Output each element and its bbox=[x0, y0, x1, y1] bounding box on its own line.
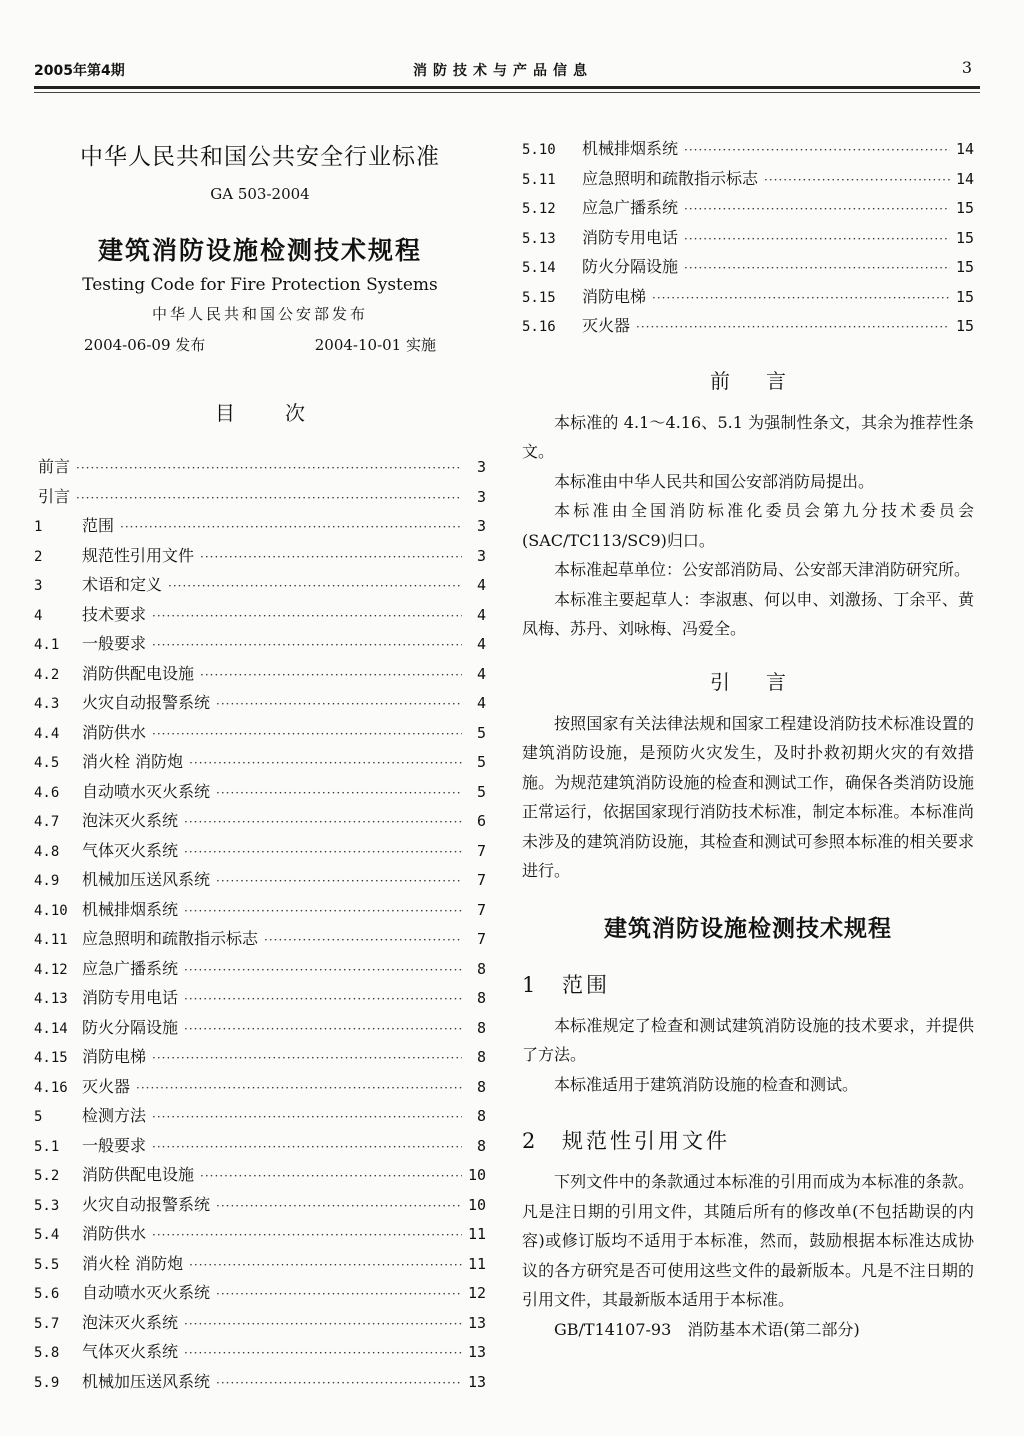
toc-item-page: 5 bbox=[476, 723, 486, 742]
toc-item-label: 应急照明和疏散指示标志 bbox=[82, 929, 259, 948]
section-2-title: 规范性引用文件 bbox=[562, 1129, 730, 1153]
toc-item-number: 5.14 bbox=[522, 260, 556, 276]
toc-leader-dots bbox=[184, 963, 462, 977]
toc-item-number: 4.12 bbox=[34, 961, 68, 978]
toc-item-label: 机械加压送风系统 bbox=[82, 870, 211, 889]
toc-leader-dots bbox=[152, 609, 462, 623]
toc-item-label: 火灾自动报警系统 bbox=[82, 693, 211, 712]
preface-paragraph: 本标准起草单位：公安部消防局、公安部天津消防研究所。 bbox=[554, 560, 971, 579]
toc-item-label: 机械排烟系统 bbox=[82, 899, 179, 919]
toc-item-page: 10 bbox=[468, 1166, 487, 1184]
toc-item-label: 规范性引用文件 bbox=[82, 545, 195, 565]
toc-leader-dots bbox=[152, 1140, 462, 1154]
toc-item bbox=[34, 779, 486, 809]
toc-item-label: 消防供水 bbox=[82, 722, 147, 742]
toc-item-number: 5.6 bbox=[34, 1286, 60, 1302]
header-rule-thick bbox=[34, 86, 980, 89]
toc-item-number: 5.4 bbox=[34, 1227, 60, 1243]
toc-item-label: 消火栓 消防炮 bbox=[82, 752, 184, 771]
toc-item bbox=[34, 543, 486, 573]
toc-item-page: 13 bbox=[468, 1313, 487, 1332]
toc-leader-dots bbox=[764, 173, 950, 187]
toc-item-number: 5.2 bbox=[34, 1168, 60, 1184]
toc-item-label: 消防供水 bbox=[82, 1224, 147, 1243]
toc-item bbox=[34, 1369, 486, 1399]
toc-item-label: 泡沫灭火系统 bbox=[82, 1312, 179, 1332]
toc-item-number: 5.5 bbox=[34, 1256, 60, 1273]
toc-item bbox=[34, 867, 486, 897]
toc-leader-dots bbox=[636, 320, 950, 334]
toc-item-label: 火灾自动报警系统 bbox=[82, 1194, 211, 1214]
toc-item-label: 消火栓 消防炮 bbox=[82, 1253, 184, 1273]
section-1-number: 1 bbox=[522, 972, 539, 997]
publisher: 中华人民共和国公安部发布 bbox=[151, 305, 368, 323]
toc-item-page: 3 bbox=[476, 458, 486, 476]
toc-item-page: 10 bbox=[468, 1195, 487, 1214]
toc-item-page: 4 bbox=[476, 576, 486, 594]
toc-item-number: 4.6 bbox=[34, 784, 60, 801]
toc-leader-dots bbox=[152, 1110, 462, 1124]
toc-item-page: 7 bbox=[476, 930, 486, 948]
toc-leader-dots bbox=[184, 1317, 462, 1331]
toc-item bbox=[34, 661, 486, 691]
toc-leader-dots bbox=[189, 756, 462, 770]
toc-item bbox=[34, 1015, 486, 1045]
page-number: 3 bbox=[961, 58, 972, 77]
toc-item-label: 消防电梯 bbox=[582, 286, 647, 306]
toc-item bbox=[34, 897, 486, 927]
preface-paragraph: 本标准由中华人民共和国公安部消防局提出。 bbox=[554, 471, 875, 491]
toc-leader-dots bbox=[120, 520, 462, 534]
toc-item-number: 5.15 bbox=[522, 289, 556, 306]
reference-entry: GB/T14107-93 消防基本术语(第二部分) bbox=[554, 1319, 860, 1339]
toc-item bbox=[34, 690, 486, 720]
section-1-title: 范围 bbox=[562, 972, 610, 997]
toc-item-page: 15 bbox=[956, 317, 975, 335]
toc-leader-dots bbox=[216, 1199, 462, 1213]
toc-leader-dots bbox=[216, 786, 462, 800]
toc-leader-dots bbox=[216, 874, 462, 888]
toc-item bbox=[522, 166, 974, 196]
toc-leader-dots bbox=[152, 727, 462, 741]
toc-item bbox=[34, 1044, 486, 1074]
toc-item-label: 消防专用电话 bbox=[82, 988, 179, 1007]
toc-item-number: 5.11 bbox=[522, 171, 556, 188]
toc-item-page: 11 bbox=[468, 1225, 487, 1243]
toc-item bbox=[522, 254, 974, 284]
toc-item-number: 5 bbox=[34, 1109, 43, 1125]
toc-leader-dots bbox=[184, 1022, 462, 1036]
toc-item-label: 应急照明和疏散指示标志 bbox=[582, 168, 759, 188]
toc-leader-dots bbox=[652, 291, 950, 305]
right-column bbox=[522, 130, 974, 1344]
standard-title: 中华人民共和国公共安全行业标准 bbox=[80, 144, 440, 170]
issue-label: 2005年第4期 bbox=[34, 63, 125, 79]
toc-item-label: 自动喷水灭火系统 bbox=[82, 781, 211, 801]
toc-leader-dots bbox=[216, 697, 462, 711]
toc-leader-dots bbox=[216, 1287, 462, 1301]
toc-item-page: 7 bbox=[476, 841, 486, 860]
toc-leader-dots bbox=[184, 845, 462, 859]
toc-item-page: 4 bbox=[476, 694, 486, 712]
section-2-body bbox=[522, 1167, 974, 1315]
toc-item-number: 4.3 bbox=[34, 696, 60, 712]
toc-item-number: 4.9 bbox=[34, 873, 60, 889]
toc-item bbox=[34, 602, 486, 632]
toc-leader-dots bbox=[264, 933, 462, 947]
toc-leader-dots bbox=[184, 1346, 462, 1360]
toc-item-page: 15 bbox=[956, 228, 975, 247]
publish-date: 2004-06-09 发布 bbox=[84, 336, 206, 354]
journal-title: 消防技术与产品信息 bbox=[413, 63, 593, 79]
toc-item-number: 4.4 bbox=[34, 725, 60, 742]
toc-item-page: 13 bbox=[468, 1343, 487, 1361]
dates-row bbox=[34, 334, 486, 355]
section-1-body bbox=[522, 1011, 974, 1100]
introduction-body bbox=[522, 709, 974, 886]
section-2-number: 2 bbox=[522, 1129, 539, 1153]
toc-leader-dots bbox=[152, 1228, 462, 1242]
toc-item-page: 15 bbox=[956, 199, 975, 217]
toc-item-label: 一般要求 bbox=[82, 634, 147, 653]
toc-leader-dots bbox=[136, 1081, 462, 1095]
toc-item-page: 8 bbox=[476, 989, 486, 1007]
toc-item-number: 4.5 bbox=[34, 755, 60, 771]
section-1-paragraph: 本标准规定了检查和测试建筑消防设施的技术要求，并提供了方法。 bbox=[522, 1015, 974, 1064]
toc-item-label: 消防电梯 bbox=[82, 1047, 147, 1066]
toc-item-label: 应急广播系统 bbox=[82, 958, 179, 978]
toc-item-page: 5 bbox=[476, 753, 486, 771]
toc-item-page: 3 bbox=[476, 487, 486, 506]
toc-item-page: 7 bbox=[476, 871, 486, 889]
toc-item bbox=[34, 1162, 486, 1192]
toc-item-number: 5.10 bbox=[522, 142, 556, 158]
toc-item-label: 机械加压送风系统 bbox=[82, 1371, 211, 1391]
toc-item bbox=[34, 1251, 486, 1281]
toc-item-page: 12 bbox=[468, 1284, 487, 1302]
toc-item-page: 8 bbox=[476, 1107, 486, 1125]
toc-item bbox=[34, 720, 486, 750]
toc-item bbox=[34, 926, 486, 956]
toc-item bbox=[34, 1221, 486, 1251]
toc-item-number: 5.12 bbox=[522, 201, 556, 217]
toc-item-number: 4.11 bbox=[34, 932, 68, 948]
toc-leader-dots bbox=[200, 668, 462, 682]
preface-paragraph: 本标准由全国消防标准化委员会第九分技术委员会(SAC/TC113/SC9)归口。 bbox=[522, 501, 974, 550]
toc-item-label: 应急广播系统 bbox=[582, 198, 679, 217]
toc-leader-dots bbox=[184, 992, 462, 1006]
toc-item-number: 2 bbox=[34, 548, 43, 565]
toc-item-page: 8 bbox=[476, 1048, 486, 1066]
toc-item-label: 一般要求 bbox=[82, 1135, 147, 1155]
toc-item-page: 14 bbox=[956, 169, 975, 188]
body-title: 建筑消防设施检测技术规程 bbox=[604, 915, 892, 942]
toc-item-number: 5.3 bbox=[34, 1197, 60, 1214]
toc-item-number: 3 bbox=[34, 578, 43, 594]
toc-leader-dots bbox=[152, 1051, 462, 1065]
toc-item-number: 4.15 bbox=[34, 1050, 68, 1066]
toc-item-number: 4.7 bbox=[34, 814, 60, 830]
toc-item bbox=[522, 313, 974, 343]
toc-item-page: 4 bbox=[476, 664, 486, 683]
toc-item-label: 技术要求 bbox=[82, 604, 147, 624]
toc-item bbox=[34, 1074, 486, 1104]
toc-list-left bbox=[34, 454, 486, 1398]
toc-item-label: 泡沫灭火系统 bbox=[82, 811, 179, 830]
toc-item-label: 术语和定义 bbox=[82, 575, 163, 594]
toc-item-label: 消防供配电设施 bbox=[82, 1165, 195, 1184]
toc-item-number: 1 bbox=[34, 519, 43, 535]
introduction-title: 引言 bbox=[710, 669, 822, 694]
toc-item-page: 13 bbox=[468, 1372, 487, 1391]
toc-item bbox=[522, 225, 974, 255]
toc-item-number: 4.13 bbox=[34, 991, 68, 1007]
toc-item bbox=[34, 808, 486, 838]
toc-item-number: 5.1 bbox=[34, 1138, 60, 1155]
toc-item-label: 自动喷水灭火系统 bbox=[82, 1283, 211, 1302]
preface-title: 前言 bbox=[710, 368, 822, 393]
header-rule-thin bbox=[34, 92, 980, 93]
toc-item bbox=[34, 484, 486, 514]
toc-leader-dots bbox=[184, 815, 462, 829]
toc-item-number: 4.8 bbox=[34, 843, 60, 860]
toc-item-page: 4 bbox=[476, 635, 486, 653]
toc-title: 目次 bbox=[215, 401, 355, 425]
toc-list-right bbox=[522, 136, 974, 343]
section-1-heading bbox=[522, 969, 974, 999]
toc-item-page: 4 bbox=[476, 605, 486, 624]
toc-item-page: 3 bbox=[476, 546, 486, 565]
toc-item bbox=[34, 572, 486, 602]
toc-item-label: 消防专用电话 bbox=[582, 227, 679, 247]
preface-paragraph: 本标准主要起草人：李淑惠、何以申、刘激扬、丁余平、黄凤梅、苏丹、刘咏梅、冯爱全。 bbox=[522, 589, 974, 638]
toc-item-page: 8 bbox=[476, 1136, 486, 1155]
toc-item-number: 5.16 bbox=[522, 319, 556, 335]
toc-item-label: 检测方法 bbox=[82, 1106, 147, 1125]
toc-item-page: 15 bbox=[956, 258, 975, 276]
section-2-heading bbox=[522, 1125, 974, 1155]
toc-item bbox=[34, 956, 486, 986]
toc-item-page: 11 bbox=[468, 1254, 487, 1273]
toc-leader-dots bbox=[684, 232, 950, 246]
toc-item-label: 范围 bbox=[82, 516, 115, 535]
toc-item bbox=[522, 195, 974, 225]
toc-leader-dots bbox=[200, 550, 462, 564]
toc-item bbox=[34, 1192, 486, 1222]
main-title: 建筑消防设施检测技术规程 bbox=[97, 236, 422, 265]
toc-item bbox=[34, 1280, 486, 1310]
toc-item-number: 5.8 bbox=[34, 1345, 60, 1361]
toc-item bbox=[34, 454, 486, 484]
toc-item-page: 8 bbox=[476, 959, 486, 978]
toc-item-number: 5.13 bbox=[522, 230, 556, 247]
toc-item bbox=[34, 838, 486, 868]
preface-body bbox=[522, 408, 974, 644]
toc-item-page: 15 bbox=[956, 287, 975, 306]
toc-item bbox=[34, 1103, 486, 1133]
toc-leader-dots bbox=[684, 143, 950, 157]
toc-item-page: 5 bbox=[476, 782, 486, 801]
toc-leader-dots bbox=[76, 491, 462, 505]
toc-item-label: 防火分隔设施 bbox=[582, 257, 679, 276]
toc-item-label: 引言 bbox=[38, 486, 71, 506]
preface-paragraph: 本标准的 4.1～4.16、5.1 为强制性条文，其余为推荐性条文。 bbox=[522, 412, 974, 461]
section-2-paragraph: 下列文件中的条款通过本标准的引用而成为本标准的条款。凡是注日期的引用文件，其随后所有的修改单(不包括勘误的内容)或修订版均不适用于本标准，然而，鼓励根据本标准达成协议的各方研究是否可使用这些文件的最新版本。凡是不注日期的引用文件，其最新版本适用于本标准。 bbox=[522, 1172, 974, 1309]
toc-item bbox=[34, 749, 486, 779]
toc-item-number: 4 bbox=[34, 607, 43, 624]
section-1-paragraph: 本标准适用于建筑消防设施的检查和测试。 bbox=[554, 1074, 859, 1094]
toc-item-page: 3 bbox=[476, 517, 486, 535]
toc-leader-dots bbox=[684, 261, 950, 275]
toc-item-number: 5.9 bbox=[34, 1374, 60, 1391]
left-column bbox=[34, 130, 486, 1398]
toc-leader-dots bbox=[684, 202, 950, 216]
page-header bbox=[34, 58, 972, 82]
toc-item bbox=[34, 985, 486, 1015]
toc-item bbox=[34, 1310, 486, 1340]
toc-leader-dots bbox=[184, 904, 462, 918]
toc-item-label: 灭火器 bbox=[582, 316, 631, 335]
toc-leader-dots bbox=[168, 579, 462, 593]
toc-item-number: 4.10 bbox=[34, 902, 68, 919]
toc-item-number: 5.7 bbox=[34, 1315, 60, 1332]
toc-item-label: 前言 bbox=[38, 457, 71, 476]
toc-item bbox=[34, 1339, 486, 1369]
toc-item bbox=[34, 513, 486, 543]
toc-item-number: 4.14 bbox=[34, 1020, 68, 1037]
toc-item-number: 4.16 bbox=[34, 1079, 68, 1096]
toc-item-page: 14 bbox=[956, 140, 975, 158]
toc-leader-dots bbox=[189, 1258, 462, 1272]
toc-leader-dots bbox=[76, 461, 462, 475]
english-title: Testing Code for Fire Protection Systems bbox=[82, 275, 438, 295]
toc-item-page: 6 bbox=[476, 812, 486, 830]
toc-item-label: 消防供配电设施 bbox=[82, 663, 195, 683]
effective-date: 2004-10-01 实施 bbox=[314, 336, 436, 354]
standard-code: GA 503-2004 bbox=[210, 185, 310, 203]
toc-item-number: 4.2 bbox=[34, 666, 60, 683]
toc-item-label: 气体灭火系统 bbox=[82, 1342, 179, 1361]
toc-leader-dots bbox=[200, 1169, 462, 1183]
toc-item-page: 8 bbox=[476, 1018, 486, 1037]
toc-item bbox=[34, 631, 486, 661]
toc-item-label: 灭火器 bbox=[82, 1076, 131, 1096]
toc-item-page: 8 bbox=[476, 1077, 486, 1096]
introduction-paragraph: 按照国家有关法律法规和国家工程建设消防技术标准设置的建筑消防设施，是预防火灾发生，及时扑救初期火灾的有效措施。为规范建筑消防设施的检查和测试工作，确保各类消防设施正常运行，依据国家现行消防技术标准，制定本标准。本标准尚未涉及的建筑消防设施，其检查和测试可参照本标准的相关要求进行。 bbox=[522, 713, 974, 880]
toc-item-label: 机械排烟系统 bbox=[582, 139, 679, 158]
toc-item-label: 气体灭火系统 bbox=[82, 840, 179, 860]
toc-item bbox=[522, 284, 974, 314]
toc-item bbox=[34, 1133, 486, 1163]
toc-item-number: 4.1 bbox=[34, 637, 60, 653]
toc-leader-dots bbox=[216, 1376, 462, 1390]
toc-item-page: 7 bbox=[476, 900, 486, 919]
toc-item bbox=[522, 136, 974, 166]
toc-item-label: 防火分隔设施 bbox=[82, 1017, 179, 1037]
toc-leader-dots bbox=[152, 638, 462, 652]
